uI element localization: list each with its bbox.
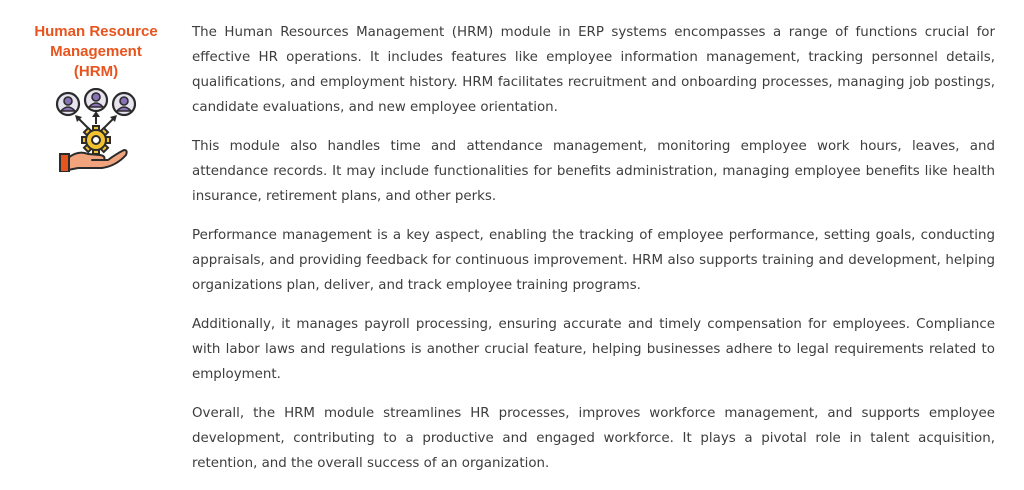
paragraph-time-attendance: This module also handles time and attendance management, monitoring employee work hours, leaves, and attendance records. It may include functionalities for benefits administration, managing employee benefits like health insurance, retirement plans, and other perks.: [192, 139, 995, 204]
module-title: [26, 22, 166, 82]
module-description: [192, 20, 995, 490]
hr-team-gear-hand-icon: [26, 88, 166, 172]
paragraph-performance: Performance management is a key aspect, enabling the tracking of employee performance, setting goals, conducting appraisals, and providing feedback for continuous improvement. HRM also supports training and development, helping organizations plan, deliver, and track employee training programs.: [192, 228, 995, 293]
paragraph-summary: Overall, the HRM module streamlines HR processes, improves workforce management, and supports employee development, contributing to a productive and engaged workforce. It plays a pivotal role in talent acquisition, retention, and the overall success of an organization.: [192, 406, 995, 471]
module-title-line-1: Human Resource: [34, 23, 158, 40]
paragraph-overview: The Human Resources Management (HRM) module in ERP systems encompasses a range of functions crucial for effective HR operations. It includes features like employee information management, tracking personnel details, qualifications, and employment history. HRM facilitates recruitment and onboarding processes, managing job postings, candidate evaluations, and new employee orientation.: [192, 25, 995, 115]
paragraph-payroll: Additionally, it manages payroll processing, ensuring accurate and timely compensation for employees. Compliance with labor laws and regulations is another crucial feature, helping businesses adhere to legal requirements related to employment.: [192, 317, 995, 382]
module-sidebar: [26, 22, 166, 172]
module-title-line-2: Management: [50, 43, 142, 60]
module-title-line-3: (HRM): [73, 63, 119, 80]
